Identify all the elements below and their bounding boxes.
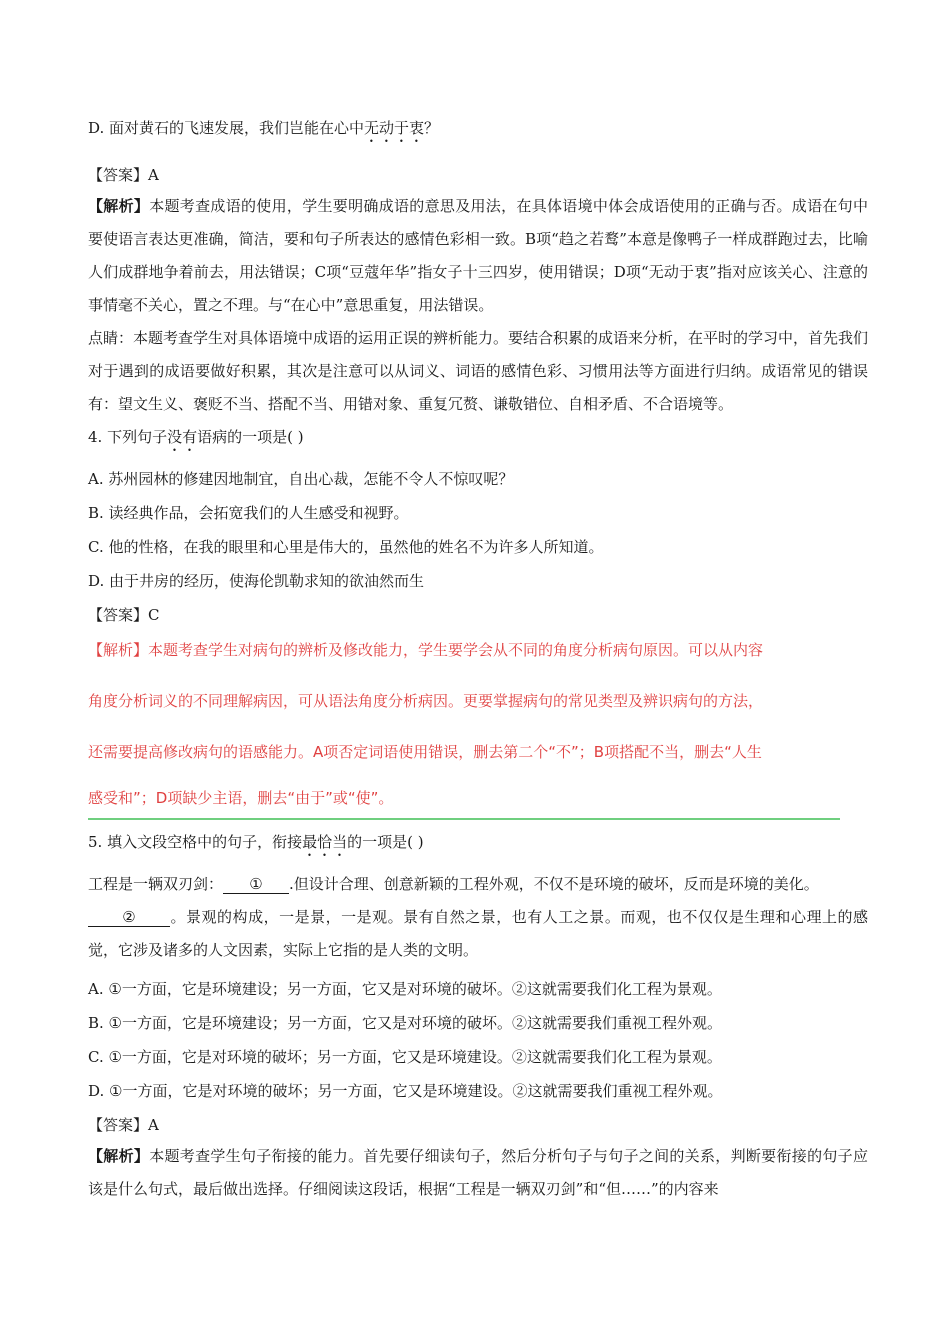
q4-stem: 4. 下列句子没有语病的一项是( )	[88, 428, 304, 446]
q3-tip: 点睛：本题考查学生对具体语境中成语的运用正误的辨析能力。要结合积累的成语来分析，在平时的学习中，首先我们对于遇到的成语要做好积累，其次是注意可以从词义、词语的感情色彩、习惯用法等方面进行归纳。成语常见的错误有：望文生义、褒贬不当、搭配不当、用错对象、重复冗赘、谦敬错位、自相矛盾、不合语境等。	[88, 329, 869, 413]
q3-analysis: 【解析】本题考查成语的使用，学生要明确成语的意思及用法，在具体语境中体会成语使用的正确与否。成语在句中要使语言表达更准确，简洁，要和句子所表达的感情色彩相一致。B项“趋之若鹜”本意是像鸭子一样成群跑过去，比喻人们成群地争着前去，用法错误；C项“豆蔻年华”指女子十三四岁，使用错误；D项“无动于衷”指对应该关心、注意的事情毫不关心，置之不理。与“在心中”意思重复，用法错误。	[88, 197, 868, 314]
q4-analysis-line: 【解析】本题考查学生对病句的辨析及修改能力，学生要学会从不同的角度分析病句原因。可以从内容	[88, 641, 764, 659]
divider-rule	[88, 818, 840, 820]
q5-option-d: D. ①一方面，它是对环境的破坏；另一方面，它又是环境建设。②这就需要我们重视工程外观。	[88, 1082, 723, 1100]
q5-stem: 5. 填入文段空格中的句子，衔接最恰当的一项是( )	[88, 833, 424, 851]
q4-option-b: B. 读经典作品，会拓宽我们的人生感受和视野。	[88, 504, 409, 522]
q4-answer: 【答案】C	[88, 606, 160, 624]
q5-option-a: A. ①一方面，它是环境建设；另一方面，它又是对环境的破坏。②这就需要我们化工程为景观。	[88, 980, 722, 998]
q5-option-c: C. ①一方面，它是对环境的破坏；另一方面，它又是环境建设。②这就需要我们化工程为景观。	[88, 1048, 722, 1066]
q4-option-d: D. 由于井房的经历，使海伦凯勒求知的欲油然而生	[88, 572, 425, 590]
blank-1: ①	[223, 875, 289, 894]
q5-option-b: B. ①一方面，它是环境建设；另一方面，它又是对环境的破坏。②这就需要我们重视工程外观。	[88, 1014, 723, 1032]
q4-option-c: C. 他的性格，在我的眼里和心里是伟大的，虽然他的姓名不为许多人所知道。	[88, 538, 604, 556]
blank-2: ②	[88, 908, 170, 927]
emphasis-dots: 最恰当	[302, 833, 348, 851]
q4-analysis-line: 感受和”；D项缺少主语，删去“由于”或“使”。	[88, 789, 394, 807]
q5-passage: 工程是一辆双刃剑： ① .但设计合理、创意新颖的工程外观，不仅不是环境的破坏，反而是环境的美化。 ② 。景观的构成，一是景，一是观。景有自然之景，也有人工之景。而观，也不仅仅是生理和心理上的感觉，它涉及诸多的人文因素，实际上它指的是人类的文明。	[88, 875, 868, 959]
q5-answer: 【答案】A	[88, 1116, 159, 1134]
q4-analysis-line: 角度分析词义的不同理解病因，可从语法角度分析病因。更要掌握病句的常见类型及辨识病句的方法，	[88, 692, 764, 710]
q3-answer: 【答案】A	[88, 166, 159, 184]
document-page	[88, 112, 868, 1206]
q3-option-d: D. 面对黄石的飞速发展，我们岂能在心中无动于衷？	[88, 119, 440, 137]
q5-analysis: 【解析】本题考查学生句子衔接的能力。首先要仔细读句子，然后分析句子与句子之间的关系，判断要衔接的句子应该是什么句式，最后做出选择。仔细阅读这段话，根据“工程是一辆双刃剑”和“但……”的内容来	[88, 1147, 868, 1198]
emphasis-dots: 无动于衷	[364, 119, 425, 137]
q4-analysis-line: 还需要提高修改病句的语感能力。A项否定词语使用错误，删去第二个“不”；B项搭配不当，删去“人生	[88, 743, 762, 761]
q4-option-a: A. 苏州园林的修建因地制宜，自出心裁，怎能不令人不惊叹呢？	[88, 470, 514, 488]
q4-analysis-image	[88, 625, 868, 820]
emphasis-dots: 没有	[167, 428, 198, 446]
